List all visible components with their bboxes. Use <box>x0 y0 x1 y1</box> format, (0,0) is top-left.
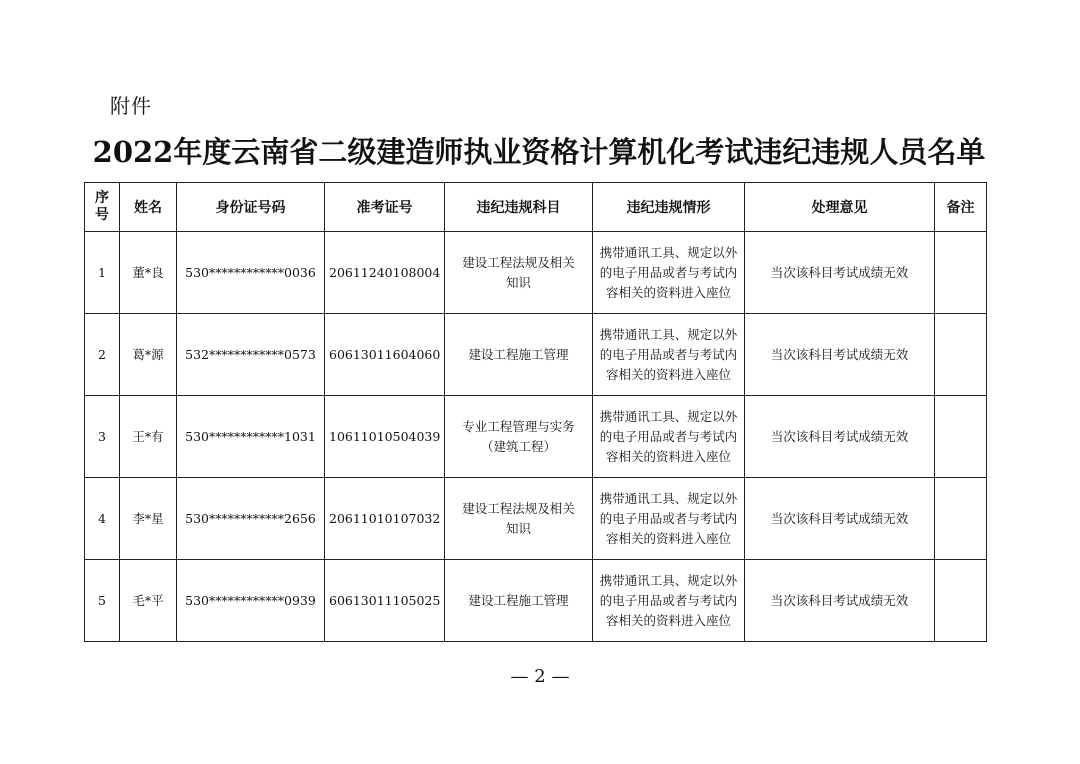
row-subject: 建设工程法规及相关知识 <box>445 478 593 560</box>
header-remark: 备注 <box>935 183 987 232</box>
row-opinion: 当次该科目考试成绩无效 <box>745 232 935 314</box>
row-seq: 5 <box>85 560 120 642</box>
row-seq: 1 <box>85 232 120 314</box>
row-ticket-number: 10611010504039 <box>325 396 445 478</box>
row-remark <box>935 314 987 396</box>
row-id-number: 530************0036 <box>177 232 325 314</box>
row-situation: 携带通讯工具、规定以外的电子用品或者与考试内容相关的资料进入座位 <box>593 232 745 314</box>
row-subject: 建设工程施工管理 <box>445 314 593 396</box>
row-opinion: 当次该科目考试成绩无效 <box>745 396 935 478</box>
table-row <box>85 232 987 314</box>
header-situation: 违纪违规情形 <box>593 183 745 232</box>
row-name: 董*良 <box>120 232 177 314</box>
row-seq: 4 <box>85 478 120 560</box>
table-header-row <box>85 183 987 232</box>
header-name: 姓名 <box>120 183 177 232</box>
header-subject: 违纪违规科目 <box>445 183 593 232</box>
header-opinion: 处理意见 <box>745 183 935 232</box>
row-name: 毛*平 <box>120 560 177 642</box>
table-row <box>85 560 987 642</box>
row-remark <box>935 560 987 642</box>
row-name: 葛*源 <box>120 314 177 396</box>
row-ticket-number: 60613011105025 <box>325 560 445 642</box>
row-subject: 建设工程施工管理 <box>445 560 593 642</box>
table-row <box>85 314 987 396</box>
header-seq <box>85 183 120 232</box>
header-ticket-number: 准考证号 <box>325 183 445 232</box>
row-situation: 携带通讯工具、规定以外的电子用品或者与考试内容相关的资料进入座位 <box>593 314 745 396</box>
row-remark <box>935 232 987 314</box>
header-id-number: 身份证号码 <box>177 183 325 232</box>
row-id-number: 530************1031 <box>177 396 325 478</box>
row-seq: 3 <box>85 396 120 478</box>
row-name: 李*星 <box>120 478 177 560</box>
row-situation: 携带通讯工具、规定以外的电子用品或者与考试内容相关的资料进入座位 <box>593 560 745 642</box>
row-ticket-number: 20611010107032 <box>325 478 445 560</box>
row-subject: 专业工程管理与实务（建筑工程） <box>445 396 593 478</box>
row-opinion: 当次该科目考试成绩无效 <box>745 560 935 642</box>
row-remark <box>935 396 987 478</box>
row-id-number: 530************0939 <box>177 560 325 642</box>
violation-table <box>84 182 987 642</box>
document-title: 2022年度云南省二级建造师执业资格计算机化考试违纪违规人员名单 <box>92 135 986 169</box>
header-seq-label: 序号 <box>95 190 109 223</box>
table-row <box>85 396 987 478</box>
row-remark <box>935 478 987 560</box>
row-id-number: 532************0573 <box>177 314 325 396</box>
row-id-number: 530************2656 <box>177 478 325 560</box>
row-subject: 建设工程法规及相关知识 <box>445 232 593 314</box>
table-row <box>85 478 987 560</box>
row-ticket-number: 60613011604060 <box>325 314 445 396</box>
row-ticket-number: 20611240108004 <box>325 232 445 314</box>
row-situation: 携带通讯工具、规定以外的电子用品或者与考试内容相关的资料进入座位 <box>593 478 745 560</box>
attachment-label: 附件 <box>110 94 152 118</box>
row-situation: 携带通讯工具、规定以外的电子用品或者与考试内容相关的资料进入座位 <box>593 396 745 478</box>
row-opinion: 当次该科目考试成绩无效 <box>745 314 935 396</box>
page-number: — 2 — <box>510 666 570 687</box>
row-name: 王*有 <box>120 396 177 478</box>
row-opinion: 当次该科目考试成绩无效 <box>745 478 935 560</box>
row-seq: 2 <box>85 314 120 396</box>
